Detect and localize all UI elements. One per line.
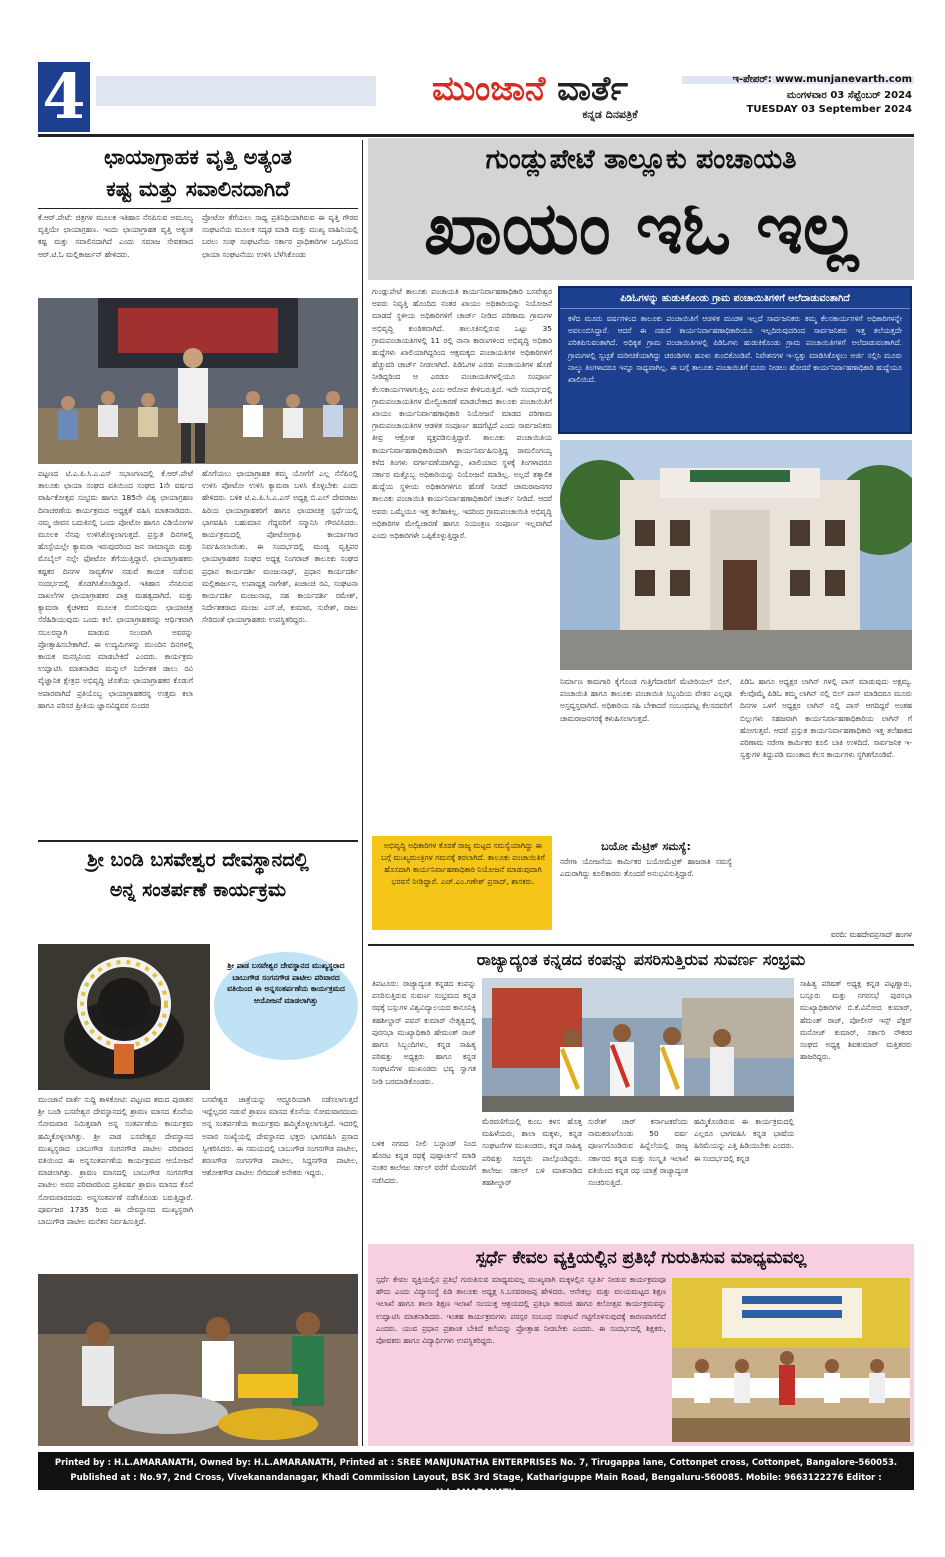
page-number: 4 — [38, 62, 90, 132]
food-serving-photo — [38, 1274, 358, 1446]
story3-blue-box — [558, 286, 912, 434]
school-event-photo — [672, 1278, 910, 1442]
story4-col2: ಮೆರವಣಿಗೆಯಲ್ಲಿ ಕುಂಬ ಕಳಸ ಹೊತ್ತ ಮಹಿಳೆಯರು, ಶಾಲಾ ಮಕ್ಕಳು, ಕನ್ನಡ ಸಂಘಟನೆಗಳ ಮುಖಂಡರು, ಕನ್ನಡ ಸಾಹಿತ್ಯ ಪರಿಷತ್ತು ಸದಸ್ಯರು ಪಾಲ್ಗೊಂಡಿದ್ದರು. ಕಾಲೇಜು ಸರ್ಕಲ್ ಬಳಿ ಮಾತನಾಡಿದ ತಹಶೀಲ್ದಾರ್ — [482, 1117, 582, 1188]
story1-headline-line2: ಕಷ್ಟ ಮತ್ತು ಸವಾಲಿನದಾಗಿದೆ — [106, 177, 290, 201]
story4-col1-intro: ತಿಪಟೂರು: ರಾಜ್ಯಾದ್ಯಂತ ಕನ್ನಡದ ಕಂಪನ್ನು ಪಸರಿಸುತ್ತಿರುವ ಸುವರ್ಣ ಸಂಭ್ರಮದ ಕನ್ನಡ ರಥಕ್ಕೆ ಬಸ್ಸುಗಳ ವಿಶ್ವವಿದ್ಯಾಲಯದ ಕಾನೂನಿಕ್ಕಿ ತಹಶೀಲ್ದಾರ್ ಪವನ್ ಕುಮಾರ್ ನೇತೃತ್ವದಲ್ಲಿ ಪುರಸಭಾ ಮುಖ್ಯಾಧಿಕಾರಿ ಹೇಮಂತ್ ರಾಜ್ ಹಾಗೂ ಸಿಬ್ಬಂದಿಗಳು, ಕನ್ನಡ ಸಾಹಿತ್ಯ ಪರಿಷತ್ತು ಅಧ್ಯಕ್ಷರು ಹಾಗೂ ಕನ್ನಡ ಸಂಘಟನೆಗಳ ಮುಖಂಡರು ಭವ್ಯ ಸ್ವಾಗತ ನೀಡಿ ಬರಮಾಡಿಕೊಂಡರು. — [372, 979, 476, 1086]
story1-photo — [38, 298, 358, 464]
story1-col1-body: ಪಟ್ಟಣದ ಟಿ.ಎ.ಪಿ.ಸಿ.ಎ.ಎಸ್ ಸಭಾಂಗಣದಲ್ಲಿ ಕೆ.ಆರ್.ಪೇಟೆ ತಾಲೂಕು ಛಾಯಾ ಸಂಘದ ವತಿಯಿಂದ ಸಂಘದ 1ನೇ ವರ್ಷದ ವಾರ್ಷಿಕೋತ್ಸವ ಸಂಭ್ರಮ ಹಾಗೂ 185ನೇ ವಿಶ್ವ ಛಾಯಾಗ್ರಹಣ ದಿನಾಚರಣೆಯ ಕಾರ್ಯಕ್ರಮದ ಅಧ್ಯಕ್ಷತೆ ವಹಿಸಿ ಮಾತನಾಡಿದರು. ನಮ್ಮ ಜೀವನ ಬದುಕಿನಲ್ಲಿ ಒಂದು ಪೋಟೋ ಹಾಗೂ ವಿಡಿಯೋಗಳ ಮೂಲಕ ನೆನಪು ಉಳಿಸಿಕೊಳ್ಳಲಾಗುತ್ತದೆ. ಪ್ರಸ್ತುತ ದಿನಗಳಲ್ಲಿ ಹೊಸ್ಟೆಯಲ್ಲೇ ಕ್ಯಾಮರಾ ಇರುವುದರಿಂದ ಜನ ಸಾಮಾನ್ಯರು ಮತ್ತು ಮೊಬೈಲ್ ನಲ್ಲೇ ಫೋಟೋ ತೆಗೆಯುತ್ತಿದ್ದಾರೆ. ಛಾಯಾಗ್ರಾಹಕರು ಕಷ್ಟಕರ ದಿನಗಳ ಸಾವ್ಯತೆಗಳ ನಡುವೆ ಕಾಯಕ ನಡೆಸುವ ಸಂದರ್ಭದಲ್ಲಿ ತೊಡಗಿಸಿಕೊಂಡಿದ್ದಾರೆ. ಇತಿಹಾಸ ನೆನಪಿಸುವ ದಾಖಲೆಗಳ ಛಾಯಾಗ್ರಾಹಕರ ಪಾತ್ರ ಮಹತ್ವದಾಗಿದೆ. ಮತ್ತು ಕ್ಯಾಮರಾ ಕೈಚಳಕದ ಮೂಲಕ ಬಿಂಬಿಸುವುದು ಛಾಯಾಚಿತ್ರ ಸೆರೆಹಿಡಿಯುವುದು ಒಂದು ಕಲೆ. ಛಾಯಾಗ್ರಾಹಕರನ್ನು ಆರ್ಥಿಕವಾಗಿ ಸಬಲರನ್ನಾಗಿ ಮಾಡುವ ಸಲುವಾಗಿ ಅವರನ್ನು ಪ್ರೋತ್ಸಾಹಿಸಬೇಕಾಗಿದೆ. ಈ ಉದ್ಯಮಿಗಳನ್ನು ಮುಂದಿನ ದಿನಗಳಲ್ಲಿ ಕಾಯಕ ಮನಸ್ಸಿನಿಂದ ಮಾಡಬೇಕಿದೆ ಎಂದರು. ಕಾರ್ಯಕ್ರಮ ಉದ್ಘಾಟಿಸಿ ಮಾತನಾಡಿದ ಮನ್ಮುಲ್ ನಿರ್ದೇಶಕ ಡಾಲು ರವಿ ವೈಜ್ಞಾನಿಕ ಕ್ಷೇತ್ರದ ಅಭಿವೃದ್ಧಿ ಜೊತೆಯ ಛಾಯಾಗ್ರಾಹಕರ ಕೊಡುಗೆ ಅಪಾರವಾಗಿದೆ ಪ್ರತಿಯೊಬ್ಬ ಛಾಯಾಗ್ರಾಹಕರನ್ನ ಉತ್ತಮ ಕಲಾ ಹಾಗೂ ಪರಿಸರ ಪ್ರೀತಿಯ ಜ್ಞಾನವಿದ್ದವರ ಸುಂದರ — [38, 469, 193, 710]
masthead-name-part1: ಮುಂಜಾನೆ — [432, 69, 546, 109]
story4-rally-photo — [482, 978, 794, 1112]
masthead-name-part2: ವಾರ್ತೆ — [557, 69, 628, 109]
story4-col1-cont: ಬಳಿಕ ನಗರದ ನೀಲಿ ಬಸ್ಟಾಂಡ್ ನಿಂದ ಹೊರಟ ಕನ್ನಡ ರಥಕ್ಕೆ ಪುಷ್ಪಾರ್ಚನೆ ಮಾಡಿ ನಂತರ ಕಾಲೇಜು ಸರ್ಕಲ್ ವರೆಗೆ ಮೆರವಣಿಗೆ ನಡೆಸಿದರು. — [372, 1139, 476, 1185]
date-kannada: ಮಂಗಳವಾರ 03 ಸೆಪ್ಟೆಂಬರ್ 2024 — [786, 90, 912, 101]
story3-body: ಗುಂಡ್ಲುಪೇಟೆ ತಾಲೂಕು ಪಂಚಾಯತಿ ಕಾರ್ಯನಿರ್ವಾಹಣಾಧಿಕಾರಿ ಬಸವೇಶ್ವರ ಅವರು ನಿವೃತ್ತಿ ಹೊಂದಿದ ನಂತರ ಖಾಯಂ ಅಧಿಕಾರಿಯನ್ನು ನಿಯೋಜನೆ ಮಾಡದೆ ಸ್ಥಳೀಯ ಅಧಿಕಾರಿಗಳಿಗೆ ಚಾರ್ಜ್ ನೀಡಿದ ಪರಿಣಾಮ ಗ್ರಾಮಗಳ ಅಭಿವೃದ್ಧಿ ಕುಂಠಿತವಾಗಿದೆ. ತಾಲೂಕಿನಲ್ಲಿರುವ ಒಟ್ಟು 35 ಗ್ರಾಮಪಂಚಾಯತಿಗಳಲ್ಲಿ 11 ರಲ್ಲಿ ನಾನಾ ಕಾರಣಗಳಿಂದ ಅಭಿವೃದ್ಧಿ ಅಧಿಕಾರಿ ಹುದ್ದೆಗಳು ಖಾಲಿಯಾಗಿದ್ದರಿಂದ ಆಕ್ಷಮಕ್ಕದ ಪಂಚಾಯತಿಗಳ ಅಧಿಕಾರಿಗಳಿಗೆ ಹೆಚ್ಚುವರಿ ಚಾರ್ಜ್ ನೀಡಲಾಗಿದೆ. ಪಿಡಿಓಗಳ ಎರಡು ಪಂಚಾಯತಿಗಳ ಹೊಣೆ ನೀಡಿದ್ದರಿಂದ ಆ ಎರಡೂ ಪಂಚಾಯತಿಗಳಲ್ಲಿಯೂ ಸಂಪೂರ್ಣ ಕೆಲಸಕಾರ್ಯಗಳಾಗುತ್ತಿಲ್ಲ ಎಂಬ ಆರೋಪ ಕೇಳಿಬರುತ್ತಿದೆ. ಇದೇ ಸಂದರ್ಭದಲ್ಲಿ ಗ್ರಾಮಪಂಚಾಯತಿಗಳ ಮೇಲ್ವಿಚಾರಣೆ ಮಾಡಬೇಕಾದ ತಾಲೂಕು ಪಂಚಾಯಿತಿಗೆ ಖಾಯಂ ಕಾರ್ಯನಿರ್ವಾಹಣಾಧಿಕಾರಿ ನಿಯೋಜನೆ ಮಾಡದ ಪರಿಣಾಮ ಗ್ರಾಮಪಂಚಾಯತಿಗಳ ಆಡಳಿತ ಸಂಪೂರ್ಣ ಹದಗೆಟ್ಟಿದೆ ಎಂದು ಸಾರ್ವಜನಿಕರು ತೀವ್ರ ಆಕ್ರೋಶ ವ್ಯಕ್ತಪಡಿಸುತ್ತಿದ್ದಾರೆ. ತಾಲೂಕು ಪಂಚಾಯಿತಿಯ ಕಾರ್ಯನಿರ್ವಾಹಣಾಧಿಕಾರಿಯಾಗಿ ಕಾರ್ಯನಿರ್ವಹಿಸುತ್ತಿದ್ದ ರಾಮಲಿಂಗಯ್ಯ ಕಳೆದ ತಿಂಗಳು ವರ್ಗಾವಣೆಯಾಗಿದ್ದು, ಖಾಲಿಯಾದ ಸ್ಥಳಕ್ಕೆ ತಿಂಗಳಾದರೂ ಸರ್ಕಾರ ಮತ್ತೊಬ್ಬ ಅಧಿಕಾರಿಯನ್ನು ನಿಯೋಜನೆ ಮಾಡಿಲ್ಲ. ಅಲ್ಲದೆ ತತ್ಕಾಲಿಕ ಹುದ್ದೆಯ ಸ್ಥಳೀಯ ಅಧಿಕಾರಿಗಳಿಗೂ ಹೊಣೆ ನೀಡದೆ ಚಾಮರಾಜನಗರ ತಾಲೂಕು ಪಂಚಾಯಿತಿ ಕಾರ್ಯನಿರ್ವಾಹಣಾಧಿಕಾರಿಗೆ ಚಾರ್ಜ್ ನೀಡಿದೆ. ಆದರೆ ಅವರು ಒಮ್ಮೆಯೂ ಇತ್ತ ತಲೆಹಾಕಿಲ್ಲ. ಇದರಿಂದ ಗ್ರಾಮಪಂಚಾಯಿತಿ ಅಭಿವೃದ್ಧಿ ಅಧಿಕಾರಿಗಳ ಮೇಲ್ವಿಚಾರಣೆ ಹಾಗೂ ನಿಯಂತ್ರಣ ಸಂಪೂರ್ಣ ಇಲ್ಲವಾಗಿದೆ ಎಂದು ಅಧಿಕಾರಿಗಳೇ ಒಪ್ಪಿಕೊಳ್ಳುತ್ತಿದ್ದಾರೆ. — [372, 287, 552, 541]
event-stage-photo — [38, 298, 358, 464]
column-divider — [362, 140, 363, 1446]
story2-col1: ಮುಂಜಾನೆ ವಾರ್ತೆ ಸುದ್ದಿ ತಾಳಿಕೋಟಿ: ಪಟ್ಟಣದ ತಮದ ಪುರಾತನ ಶ್ರೀ ಬಂಡಿ ಬಸವೇಶ್ವರ ದೇವಸ್ಥಾನದಲ್ಲಿ ಶ್ರಾವಣ ಮಾಸದ ಕೊನೆಯ ಸೋಮವಾರ ನಿಮಿತ್ತವಾಗಿ ಅನ್ನ ಸಂತರ್ಪಣೆಯ ಕಾರ್ಯಕ್ರಮ ಹಮ್ಮಿಕೊಳ್ಳಲಾಗಿತ್ತು. ಶ್ರೀ ಪಾಡ ಬಸವೇಶ್ವರ ದೇವಸ್ಥಾನದ ಮುಖ್ಯಸ್ಥರಾದ ಬಾಬುಗೌಡ ಸಂಗನಗೌಡ ಪಾಟೀಲ ಪರಿವಾರದ ವತಿಯಿಂದ ಈ ಅನ್ನಸಂತರ್ಪಣೆಯ ಕಾರ್ಯಕ್ರಮದ ಆಯೋಜನೆ ಮಾಡಲಾಗಿತ್ತು. ಶ್ರಾವಣ ಮಾಸದಲ್ಲಿ ಬಾಬುಗೌಡ ಸಂಗನಗೌಡ ಪಾಟೀಲ ಅವರ ಪರಿವಾರದಿಂದ ಪ್ರತಿವರ್ಷ ಶ್ರಾವಣ ಮಾಸದ ಕೊನೆ ಸೋಮವಾರದಂದು ಅನ್ನಸಂತರ್ಪಣೆ ನಡೆಸಿಕೊಂಡು ಬರುತ್ತಿದ್ದಾರೆ. ಪೂರ್ವಜರ 1735 ರಿಂದ ಈ ದೇವಸ್ಥಾನದ ಮುಖ್ಯಸ್ಥರಾಗಿ ಬಾಬುಗೌಡ ಪಾಟೀಲ ಮನೆತನ ನಿರ್ವಹಿಸುತ್ತಿದೆ. — [38, 1095, 193, 1227]
story2-deity-photo — [38, 944, 210, 1090]
epaper-url[interactable]: ಇ-ಪೇಪರ್: www.munjanevarth.com — [732, 74, 912, 85]
story2-callout: ಶ್ರೀ ಪಾಡ ಬಸವೇಶ್ವರ ದೇವಸ್ಥಾನದ ಮುಖ್ಯಸ್ಥರಾದ ಬಾಬುಗೌಡ ಸಂಗನಗೌಡ ಪಾಟೀಲ ಪರಿವಾರದ ವತಿಯಿಂದ ಈ ಅನ್ನಸಂತರ್ಪಣೆಯ ಕಾರ್ಯಕ್ರಮದ ಆಯೋಜನೆ ಮಾಡಲಾಗಿತ್ತು — [227, 961, 345, 1005]
story1-rule — [38, 208, 358, 209]
date-english: TUESDAY 03 September 2024 — [746, 104, 912, 115]
masthead-bar-left — [96, 76, 376, 106]
story3-byline: ವರದಿ: ಮಹದೇವಪ್ರಸಾದ್ ಹಂಗಳ — [830, 930, 912, 939]
story5-headline: ಸ್ಪರ್ಧೆ ಕೇವಲ ವ್ಯಕ್ತಿಯಲ್ಲಿನ ಪ್ರತಿಭೆ ಗುರುತಿಸುವ ಮಾಧ್ಯಮವಲ್ಲ — [475, 1248, 807, 1268]
story4-col3: ಸುರೇಶ್ ಚಾರ್ ಕರ್ನಾಟಕವೆಂದು ನಾಮಕರಣಗೊಂಡು 50 ವರ್ಷ ಪೂರ್ಣಗೊಂಡಿರುವ ಹಿನ್ನೆಲೆಯಲ್ಲಿ ರಾಜ್ಯ ಸರ್ಕಾರದ ಕನ್ನಡ ಮತ್ತು ಸಂಸ್ಕೃತಿ ಇಲಾಖೆ ವತಿಯಿಂದ ಕನ್ನಡ ರಥ ಯಾತ್ರೆ ರಾಜ್ಯಾದ್ಯಂತ ಸಂಚರಿಸುತ್ತಿದೆ. — [588, 1117, 688, 1188]
story2-col2: ಬಸವೇಶ್ವರ ಜಾತ್ರೆಯನ್ನು ಆದ್ದೂರಿಯಾಗಿ ನಡೆಸಲಾಗುತ್ತದೆ ಇದ್ದೆಲ್ಲದರ ನಡುವೆ ಶ್ರಾವಣ ಮಾಸದ ಕೊನೆಯ ಸೋಮವಾರದಂದು ಅನ್ನ ಸಂತರ್ಪಣೆಯ ಕಾರ್ಯಕ್ರಮ ಹಮ್ಮಿಕೊಳ್ಳಲಾಗುತ್ತಿದೆ. ಇದರಲ್ಲಿ ಅಪಾರ ಸಂಖ್ಯೆಯಲ್ಲಿ ದೇವಸ್ಥಾನದ ಭಕ್ತರು ಭಾಗವಹಿಸಿ ಪ್ರಸಾದ ಸ್ವೀಕರಿಸಿದರು. ಈ ಸಮಯದಲ್ಲಿ ಬಾಬುಗೌಡ ಸಂಗನಗೌಡ ಪಾಟೀಲ, ಶರಣಗೌಡ ಸಂಗನಗೌಡ ಪಾಟೀಲ, ಸಿದ್ದನಗೌಡ ಪಾಟೀಲ, ಆಶೋಕಗೌಡ ಪಾಟೀಲ ಸೇರಿದಂತೆ ಅನೇಕರು ಇದ್ದರು. — [202, 1095, 358, 1178]
story4-col5: ಸಾಹಿತ್ಯ ಪರಿಷತ್ ಅಧ್ಯಕ್ಷ ಕನ್ನಡ ಪಟ್ಟಣ್ಣಾರು, ಬಸ್ಸೂರು ಮತ್ತು ನಗರಸಭೆ ಪುರಸಭಾ ಮುಖ್ಯಾಧಿಕಾರಿಗಳ ಬಿ.ಕೆ.ವಿನೋದ ಕುಮಾರ್, ಹೆಮಂತ್ ರಾಜ್, ಪೋಲೀಸ್ ಇನ್ಸ್ ಪೆಕ್ಟರ್ ಮನೋಜ್ ಕುಮಾರ್, ಸರ್ಕಾರಿ ನೌಕರರ ಸಂಘದ ಅಧ್ಯಕ್ಷ ಶಿವಕುಮಾರ್ ಮತ್ತಿತರರು ಹಾಜರಿದ್ದರು. — [800, 979, 912, 1062]
story2-headline-line2: ಅನ್ನ ಸಂತರ್ಪಣೆ ಕಾರ್ಯಕ್ರಮ — [109, 879, 287, 901]
story1-headline-line1: ಛಾಯಾಗ್ರಾಹಕ ವೃತ್ತಿ ಅತ್ಯಂತ — [104, 145, 292, 169]
story3-subhead: ಬಯೋ ಮೆಟ್ರಿಕ್ ಸಮಸ್ಯೆ: — [601, 840, 691, 853]
footer-line2: Published at : No.97, 2nd Cross, Vivekanandanagar, Khadi Commission Layout, BSK 3rd Stage, Kathariguppe Main Road, Bengaluru-560085. Mobile: 9663122276 Editor : H.L.AMARANATH — [70, 1473, 882, 1498]
story3-blue-body: ಕಳೆದ ಮೂರು ವರ್ಷಗಳಿಂದ ತಾಲೂಕು ಪಂಚಾಯಿತಿಗೆ ಆಡಳಿತ ಮಂಡಳಿ ಇಲ್ಲದೆ ಸಾರ್ವಜನಿಕರು ತಮ್ಮ ಕೆಲಸಕಾರ್ಯಗಳಿಗೆ ಅಧಿಕಾರಿಗಳನ್ನೇ ಅವಲಂಬಿಸಿದ್ದಾರೆ. ಆದರೆ ಈ ನಡುವೆ ಕಾರ್ಯನಿರ್ವಾಹಣಾಧಿಕಾರಿಯೂ ಇಲ್ಲದಿರುವುದರಿಂದ ಸಾರ್ವಜನಿಕರು ಇತ್ತ ತಲೆಯತ್ತದೇ ಪರಿತಪಿಸುವಂತಾಗಿದೆ. ಅಧಿಕೃತ ಗ್ರಾಮ ಪಂಚಾಯಿತಿಗಳಲ್ಲಿ ಪಿಡಿಓಗಳು ಹುಡುಕಿಕೊಂಡು ಗ್ರಾಮ ಪಂಚಾಯಿತಿಗಳಿಗೆ ಅಲೆದಾಡುವಂತಾಗಿದೆ. ಗ್ರಾಮಗಳಲ್ಲಿ ಸ್ವಚ್ಛತೆ ಮರೀಚಿಕೆಯಾಗಿದ್ದು ಚರಂಡಿಗಳು ಹೂಳು ತುಂಬಿಕೊಂಡಿವೆ. ನಿವೇಶನಗಳ ಇ-ಸ್ವತ್ತು ಮಾಡಿಸಿಕೊಳ್ಳಲು ಅರ್ಜಿ ಸಲ್ಲಿಸಿ ಮೂರು ನಾಲ್ಕು ತಿಂಗಳಾದರೂ ಇನ್ನೂ ಸಾಧ್ಯವಾಗಿಲ್ಲ. ಈ ಬಗ್ಗೆ ತಾಲೂಕು ಪಂಚಾಯಿತಿಗೆ ದೂರು ನೀಡಲು ಹೋದರೆ ಕಾರ್ಯನಿರ್ವಾಹಣಾಧಿಕಾರಿ ಹುದ್ದೆಯೂ ಖಾಲಿಯಿದೆ. — [568, 314, 902, 385]
story5-event-photo — [672, 1278, 910, 1442]
deity-idol-photo — [38, 944, 210, 1090]
story3-right-text: ಪಿಡಿಓ ಹಾಗೂ ಅಧ್ಯಕ್ಷರ ಲಾಗಿನ್ ಗಳಲ್ಲಿ ಪಾಸ್ ಮಾಡುವುದು ಅಕ್ಷಮ್ಯ. ಕೆಲವೊಮ್ಮೆ ಪಿಡಿಓ ತಮ್ಮ ಲಾಗಿನ್ ನಲ್ಲಿ ಬಿಲ್ ಪಾಸ್ ಮಾಡಿದರೂ ಮೂರು ದಿನಗಳ ಒಳಗೆ ಅಧ್ಯಕ್ಷರ ಲಾಗಿನ್ ನಲ್ಲಿ ಪಾಸ್ ಆಗದಿದ್ದರೆ ಅಂತಹ ಬಿಲ್ಲುಗಳು ಸಹಜವಾಗಿ ಕಾರ್ಯನಿರ್ವಾಹಣಾಧಿಕಾರಿಯ ಲಾಗಿನ್ ಗೆ ಹೋಗುತ್ತವೆ. ಆದರೆ ಪ್ರಸ್ತುತ ಕಾರ್ಯನಿರ್ವಾಹಣಾಧಿಕಾರಿ ಇತ್ತ ತಲೆಹಾಕದ ಪರಿಣಾಮ ನರೇಗಾ ಕಾರ್ಮಿಕರ ಕೂಲಿ ಬಾಕಿ ಉಳಿದಿದೆ. ಸಾರ್ವಜನಿಕ ಇ-ಸ್ವತ್ತುಗಳ ತಿದ್ದುಪಡಿ ಮುಂತಾದ ಕೆಲಸ ಕಾರ್ಯಗಳು ಸ್ಥಗಿತಗೊಂಡಿವೆ. — [740, 677, 912, 760]
story3-end-rule — [368, 944, 914, 946]
story1-col1-intro: ಕೆ.ಆರ್.ಪೇಟೆ: ಚಿತ್ರಗಳ ಮೂಲಕ ಇತಿಹಾಸ ನೆನಪಿಸುವ ಅಮೂಲ್ಯ ವೃತ್ತಿಯೇ ಛಾಯಾಗ್ರಹಣ. ಇಂದು ಛಾಯಾಗ್ರಾಹಕ ವೃತ್ತಿ ಅತ್ಯಂತ ಕಷ್ಟ ಮತ್ತು ಸವಾಲಿನದಾಗಿದೆ ಎಂದು ಸಮಾಜ ಸೇವಕರಾದ ಆರ್.ಟಿ.ಓ ಮಲ್ಲಿಕಾರ್ಜುನ್ ಹೇಳಿದರು. — [38, 213, 193, 259]
story3-mid-text: ನಿರ್ಮಾಣ ಕಾಮಗಾರಿ ಕೈಗೊಂಡ ಗುತ್ತಿಗೆದಾರರಿಗೆ ಮೆಟೀರಿಯಲ್ ಬಿಲ್, ಪಂಚಾಯಿತಿ ಹಾಗೂ ತಾಲೂಕು ಪಂಚಾಯಿತಿ ಸಿಬ್ಬಂದಿಯ ವೇತನ ಎಲ್ಲವೂ ಅಸ್ತವ್ಯಸ್ತವಾಗಿದೆ. ಅಧಿಕಾರಿಯ ಸಹಿ ಬೇಕಾದರೆ ಸಂಬಂಧಪಟ್ಟ ಕೆಲಸದವರಿಗೆ ಚಾಮರಾಜನಗರಕ್ಕೆ ಕಳುಹಿಸಲಾಗುತ್ತದೆ. — [560, 677, 732, 723]
story3-subhead-text: ನರೇಗಾ ಯೋಜನೆಯ ಕಾರ್ಮಿಕರ ಬಯೋಮೆಟ್ರಿಕ್ ಹಾಜರಾತಿ ಸಮಸ್ಯೆ ಎದುರಾಗಿದ್ದು ಕೂಲಿಕಾರರು ತೊಂದರೆ ಅನುಭವಿಸುತ್ತಿದ್ದಾರೆ. — [560, 857, 732, 879]
story5-body: ಸ್ಪರ್ಧೆ ಕೇವಲ ವ್ಯಕ್ತಿಯಲ್ಲಿನ ಪ್ರತಿಭೆ ಗುರುತಿಸುವ ಮಾಧ್ಯಮವಲ್ಲ ಮುಖ್ಯವಾಗಿ ಮಕ್ಕಳಲ್ಲಿನ ಸ್ಫೂರ್ತಿ ನೀಡುವ ಕಾರ್ಯಕ್ರಮವೂ ಹೌದು ಎಂದು ವಿದ್ಯಾಸಂಸ್ಥೆ ಪಿಡಿ ತಾಲೂಕು ಅಧ್ಯಕ್ಷ ಸಿ.ಬಸವರಾಜಪ್ಪ ಹೇಳಿದರು. ಆನೇಕಲ್ಲು ಮತ್ತು ವಲಯಮಟ್ಟದ ಶಿಕ್ಷಣ ಇಲಾಖೆ ಹಾಗೂ ಶಾಲಾ ಶಿಕ್ಷಣ ಇಲಾಖೆ ಸಂಯುಕ್ತ ಆಶ್ರಯದಲ್ಲಿ ಪ್ರತಿಭಾ ಕಾರಂಜಿ ಹಾಗೂ ಕಲೋತ್ಸವ ಕಾರ್ಯಕ್ರಮವನ್ನು ಉದ್ಘಾಟಿಸಿ ಮಾತನಾಡಿದರು. ಇಂತಹ ಕಾರ್ಯಕ್ರಮಗಳು ಪರಸ್ಪರ ಸಂಬಂಧ ಸಂಘಟನೆ ಗಟ್ಟಿಗೊಳಿಸುವುದಕ್ಕೆ ಕಾರಣವಾಗಲಿದೆ ಎಂದರು. ಯುವ ಪ್ರಧಾನ ಪ್ರಶಾಂತ ಬೇಕಿದೆ ಕಲೆಯನ್ನು ಪ್ರೋತ್ಸಾಹ ನೀಡಬೇಕು ಎಂದರು. ಈ ಸಂದರ್ಭದಲ್ಲಿ ಶಿಕ್ಷಕರು, ಪೋಷಕರು ಹಾಗೂ ವಿದ್ಯಾರ್ಥಿಗಳು ಉಪಸ್ಥಿತರಿದ್ದರು. — [376, 1275, 666, 1346]
story4-col4: ಹಮ್ಮಿಕೊಂಡಿರುವ ಈ ಕಾರ್ಯಕ್ರಮದಲ್ಲಿ ಎಲ್ಲರೂ ಭಾಗವಹಿಸಿ ಕನ್ನಡ ಭಾಷೆಯ ಹಿರಿಮೆಯನ್ನು ಎತ್ತಿ ಹಿಡಿಯಬೇಕು ಎಂದರು. ಈ ಸಂದರ್ಭದಲ್ಲಿ ಕನ್ನಡ — [694, 1117, 794, 1163]
footer-imprint — [38, 1452, 914, 1498]
story3-kicker: ಗುಂಡ್ಲುಪೇಟೆ ತಾಲ್ಲೂಕು ಪಂಚಾಯತಿ — [485, 144, 797, 175]
story3-building-photo — [560, 440, 912, 670]
story3-quote: ಅಭಿವೃದ್ಧಿ ಅಧಿಕಾರಿಗಳ ಕೊರತೆ ರಾಜ್ಯ ಮಟ್ಟದ ಸಮಸ್ಯೆಯಾಗಿದ್ದು ಈ ಬಗ್ಗೆ ಮುಖ್ಯಮಂತ್ರಿಗಳ ಗಮನಕ್ಕೆ ತರಲಾಗಿದೆ. ತಾಲೂಕು ಪಂಚಾಯಿತಿಗೆ ಹೊಸದಾಗಿ ಕಾರ್ಯನಿರ್ವಾಹಣಾಧಿಕಾರಿ ನಿಯೋಜನೆ ಮಾಡುವುದಾಗಿ ಭರವಸೆ ನೀಡಿದ್ದಾರೆ. ಎಚ್.ಎಂ.ಗಣೇಶ್ ಪ್ರಸಾದ್, ಶಾಸಕರು. — [381, 841, 545, 886]
story1-col2-intro: ಪ್ರೋಟೋ ತೆಗೆಯಲು ಸಾಧ್ಯ ಪ್ರತಿನಿಧಿಯಾಗಿರುವ ಈ ವೃತ್ತಿ ಗೌರವ ಸಂಘಟನೆಯ ಮೂಲಕ ಸದೃಢ ಮಾಡಿ ಮತ್ತು ಮುಖ್ಯ ವಾಹಿನಿಯಲ್ಲಿ ಬರಲು ಸಂಘ ಸಂಘಟನೆಯ ಸರ್ಕಾರ ಪ್ರಾಧಿಕಾರಿಗಳ ಒಗ್ಗಟಿನಿಂದ ಛಾಯಾ ಸಂಘಟನೆಯು ಉಳಿಸಿ ಬೆಳೆಸಿಕೊಂಡು — [202, 213, 358, 259]
footer-line1: Printed by : H.L.AMARANATH, Owned by: H.L.AMARANATH, Printed at : SREE MANJUNATHA ENTERPRISES No. 7, Tirugappa lane, Cottonpet cross, Cottonpet, Bangalore-560053. — [54, 1458, 898, 1468]
story2-headline-line1: ಶ್ರೀ ಬಂಡಿ ಬಸವೇಶ್ವರ ದೇವಸ್ಥಾನದಲ್ಲಿ — [87, 849, 309, 871]
story3-headline: ಖಾಯಂ ಇಓ ಇಲ್ಲ — [423, 186, 859, 270]
story4-headline: ರಾಜ್ಯಾದ್ಯಂತ ಕನ್ನಡದ ಕಂಪನ್ನು ಪಸರಿಸುತ್ತಿರುವ ಸುವರ್ಣ ಸಂಭ್ರಮ — [476, 950, 806, 969]
story2-food-photo — [38, 1274, 358, 1446]
story1-col2-body: ಹೊಗೆಯಲು ಛಾಯಾಗ್ರಾಹಕ ತಮ್ಮ ಯೋಗೆಗೆ ಎಲ್ಲ ನೆನೆಪಿನಲ್ಲಿ ಉಳಿಸಿ ಪೋಟೋ ಉಳಿಸಿ ಕ್ಯಾಮರಾ ಬಳಸಿ ಕೊಳ್ಳಬೇಕು ಎಂದು ಹೇಳಿದರು. ಬಳಿಕ ಟಿ.ಎ.ಪಿ.ಸಿ.ಎ.ಎಸ್ ಅಧ್ಯಕ್ಷ ಬಿ.ಎಲ್ ದೇವರಾಜು ಹಿರಿಯ ಛಾಯಾಗ್ರಾಹಕರಿಗೆ ಹಾಗೂ ಛಾಯಾಚಿತ್ರ ಸ್ಪರ್ಧೆಯಲ್ಲಿ ಭಾಗವಹಿಸಿ ಬಹುಮಾನ ಗೆದ್ದವರಿಗೆ ಸನ್ಮಾನಿಸಿ ಗೌರವಿಸಿದರು. ಕಾರ್ಯಕ್ರಮದಲ್ಲಿ ಪೋಟೋಗ್ರಾಫಿ ಕಾರ್ಯಾಗಾರ ನಿರ್ವಹಿಸಲಾಯಿತು. ಈ ಸಂದರ್ಭದಲ್ಲಿ ಮಂಡ್ಯ ವೃತ್ತಿಪರ ಛಾಯಾಗ್ರಾಹಕರ ಸಂಘದ ಅಧ್ಯಕ್ಷ ನಿಂಗರಾಜ್ ತಾಲೂಕು ಸಂಘದ ಪ್ರಧಾನ ಕಾರ್ಯದರ್ಶಿ ಮಂಜುನಾಥ್, ಪ್ರಧಾನ ಕಾರ್ಯದರ್ಶಿ ಮಲ್ಲಿಕಾರ್ಜುನ, ಉಪಾಧ್ಯಕ್ಷ ನಾಗೇಶ್, ಖಜಾಂಚಿ ರವಿ, ಸಂಘಟನಾ ಕಾರ್ಯದರ್ಶಿ ಮಂಜುನಾಥ, ಸಹ ಕಾರ್ಯದರ್ಶಿ ರಮೇಶ್, ನಿರ್ದೇಶಕರಾದ ಮಂಜು ಎಸ್.ಜೆ, ಕುಮಾರ, ಸುರೇಶ್, ರಾಜು ಸೇರಿದಂತೆ ಛಾಯಾಗ್ರಾಹಕರು ಉಪಸ್ಥಿತರಿದ್ದರು. — [202, 469, 358, 625]
masthead-title — [390, 68, 670, 110]
kannada-rally-photo — [482, 978, 794, 1112]
story1-end-rule — [38, 840, 358, 842]
taluk-office-building-photo — [560, 440, 912, 670]
masthead-subtitle: ಕನ್ನಡ ದಿನಪತ್ರಿಕೆ — [582, 108, 638, 121]
masthead-rule — [38, 134, 914, 137]
story3-blue-headline: ಪಿಡಿಓಗಳನ್ನು ಹುಡುಕಿಕೊಂಡು ಗ್ರಾಮ ಪಂಚಾಯಿತಿಗಳಿಗೆ ಅಲೆದಾಡುವಂತಾಗಿದೆ — [560, 288, 910, 309]
